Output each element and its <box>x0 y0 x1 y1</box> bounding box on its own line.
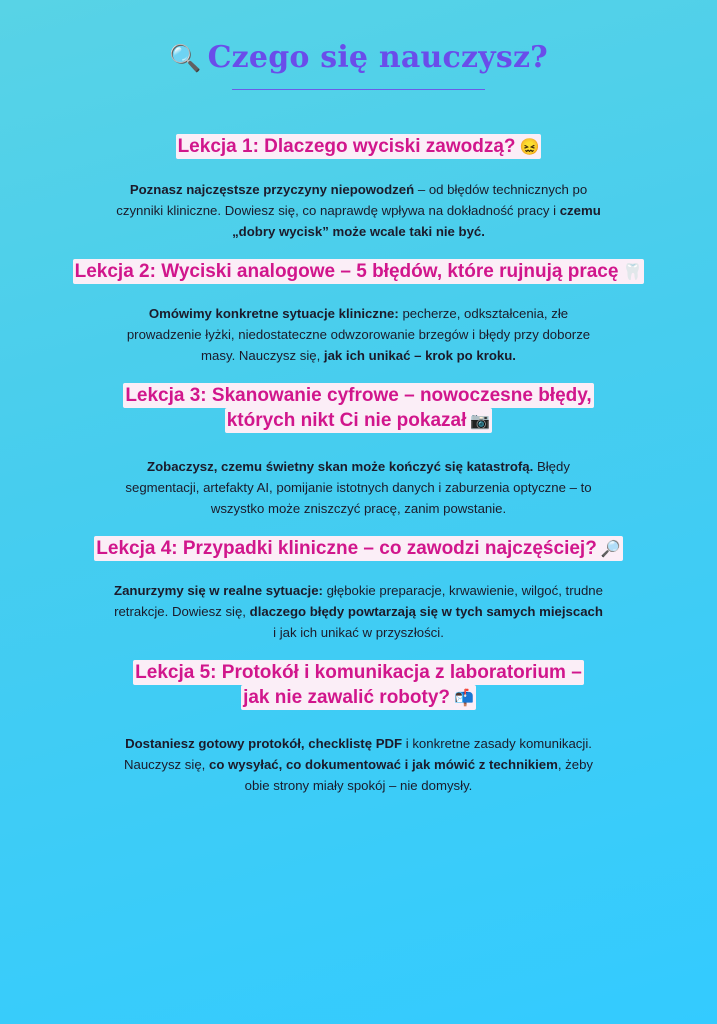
lesson-5-text-bold-1: Dostaniesz gotowy protokół, checklistę PDF <box>125 736 403 751</box>
camera-icon: 📷 <box>470 413 491 430</box>
lesson-3 <box>0 383 717 519</box>
lesson-4-text-bold-2: dlaczego błędy powtarzają się w tych samych miejscach <box>249 604 603 619</box>
lesson-2-text-bold-2: jak ich unikać – krok po kroku. <box>323 348 516 363</box>
lesson-1-text-bold-2: czemu „dobry wycisk” może wcale taki nie być. <box>232 203 601 239</box>
magnifier-right-icon: 🔎 <box>600 541 621 558</box>
lesson-5-text-2: , żeby obie strony miały spokój – nie domysły. <box>244 757 594 793</box>
page-header <box>0 40 717 75</box>
lesson-1-title-text: Lekcja 1: Dlaczego wyciski zawodzą? <box>177 136 516 157</box>
lesson-2-title-text: Lekcja 2: Wyciski analogowe – 5 błędów, które rujnują pracę <box>74 261 619 282</box>
lesson-5-text-bold-2: co wysyłać, co dokumentować i jak mówić z technikiem <box>208 757 558 772</box>
lesson-4-text-1: głębokie preparacje, krwawienie, wilgoć, trudne retrakcje. Dowiesz się, <box>114 583 603 619</box>
lesson-5-text-1: i konkretne zasady komunikacji. Nauczysz się, <box>123 736 592 772</box>
lesson-2-title <box>73 259 645 284</box>
page-title <box>169 40 548 75</box>
lesson-4-title <box>94 536 622 561</box>
lesson-3-title-text: Lekcja 3: Skanowanie cyfrowe – nowoczesne błędy, których nikt Ci nie pokazał <box>125 385 592 431</box>
lesson-5-title <box>133 660 584 710</box>
tooth-icon: 🦷 <box>622 264 643 281</box>
lesson-2-text-bold-1: Omówimy konkretne sytuacje kliniczne: <box>148 306 399 321</box>
lesson-5-title-text: Lekcja 5: Protokół i komunikacja z laboratorium – jak nie zawalić roboty? <box>135 662 582 708</box>
mailbox-icon: 📬 <box>454 690 474 707</box>
lesson-1 <box>0 134 717 242</box>
lesson-4-text-bold-1: Zanurzymy się w realne sytuacje: <box>114 583 323 598</box>
lesson-4-description <box>114 580 604 643</box>
lesson-3-title <box>123 383 593 433</box>
lesson-3-text-1: Błędy segmentacji, artefakty AI, pomijanie istotnych danych i zaburzenia optyczne – to wszystko może zniszczyć pracę, zanim powstanie. <box>125 459 592 516</box>
lesson-3-text-bold-1: Zobaczysz, czemu świetny skan może kończyć się katastrofą. <box>147 459 534 474</box>
lesson-1-text-bold-1: Poznasz najczęstsze przyczyny niepowodzeń <box>129 182 415 197</box>
lesson-5-description <box>124 733 594 796</box>
lesson-3-description <box>119 456 599 519</box>
lesson-1-text-1: – od błędów technicznych po czynniki kliniczne. Dowiesz się, co naprawdę wpływa na dokładność pracy i <box>116 182 588 218</box>
page-title-text: Czego się nauczysz? <box>207 40 548 75</box>
magnifier-icon: 🔍 <box>169 44 202 74</box>
confounded-face-icon: 😖 <box>519 139 540 156</box>
lesson-1-description <box>109 179 609 242</box>
lesson-5 <box>0 660 717 796</box>
lesson-4-text-2: i jak ich unikać w przyszłości. <box>273 625 444 640</box>
lesson-1-title <box>176 134 542 159</box>
title-underline <box>232 89 485 90</box>
lesson-2-description <box>124 303 594 366</box>
lesson-2 <box>0 259 717 366</box>
lesson-4-title-text: Lekcja 4: Przypadki kliniczne – co zawodzi najczęściej? <box>96 538 597 559</box>
lesson-2-text-1: pecherze, odkształcenia, złe prowadzenie łyżki, niedostateczne odwzorowanie brzegów i błędy przy doborze masy. Nauczysz się, <box>126 306 591 363</box>
lesson-4 <box>0 536 717 643</box>
